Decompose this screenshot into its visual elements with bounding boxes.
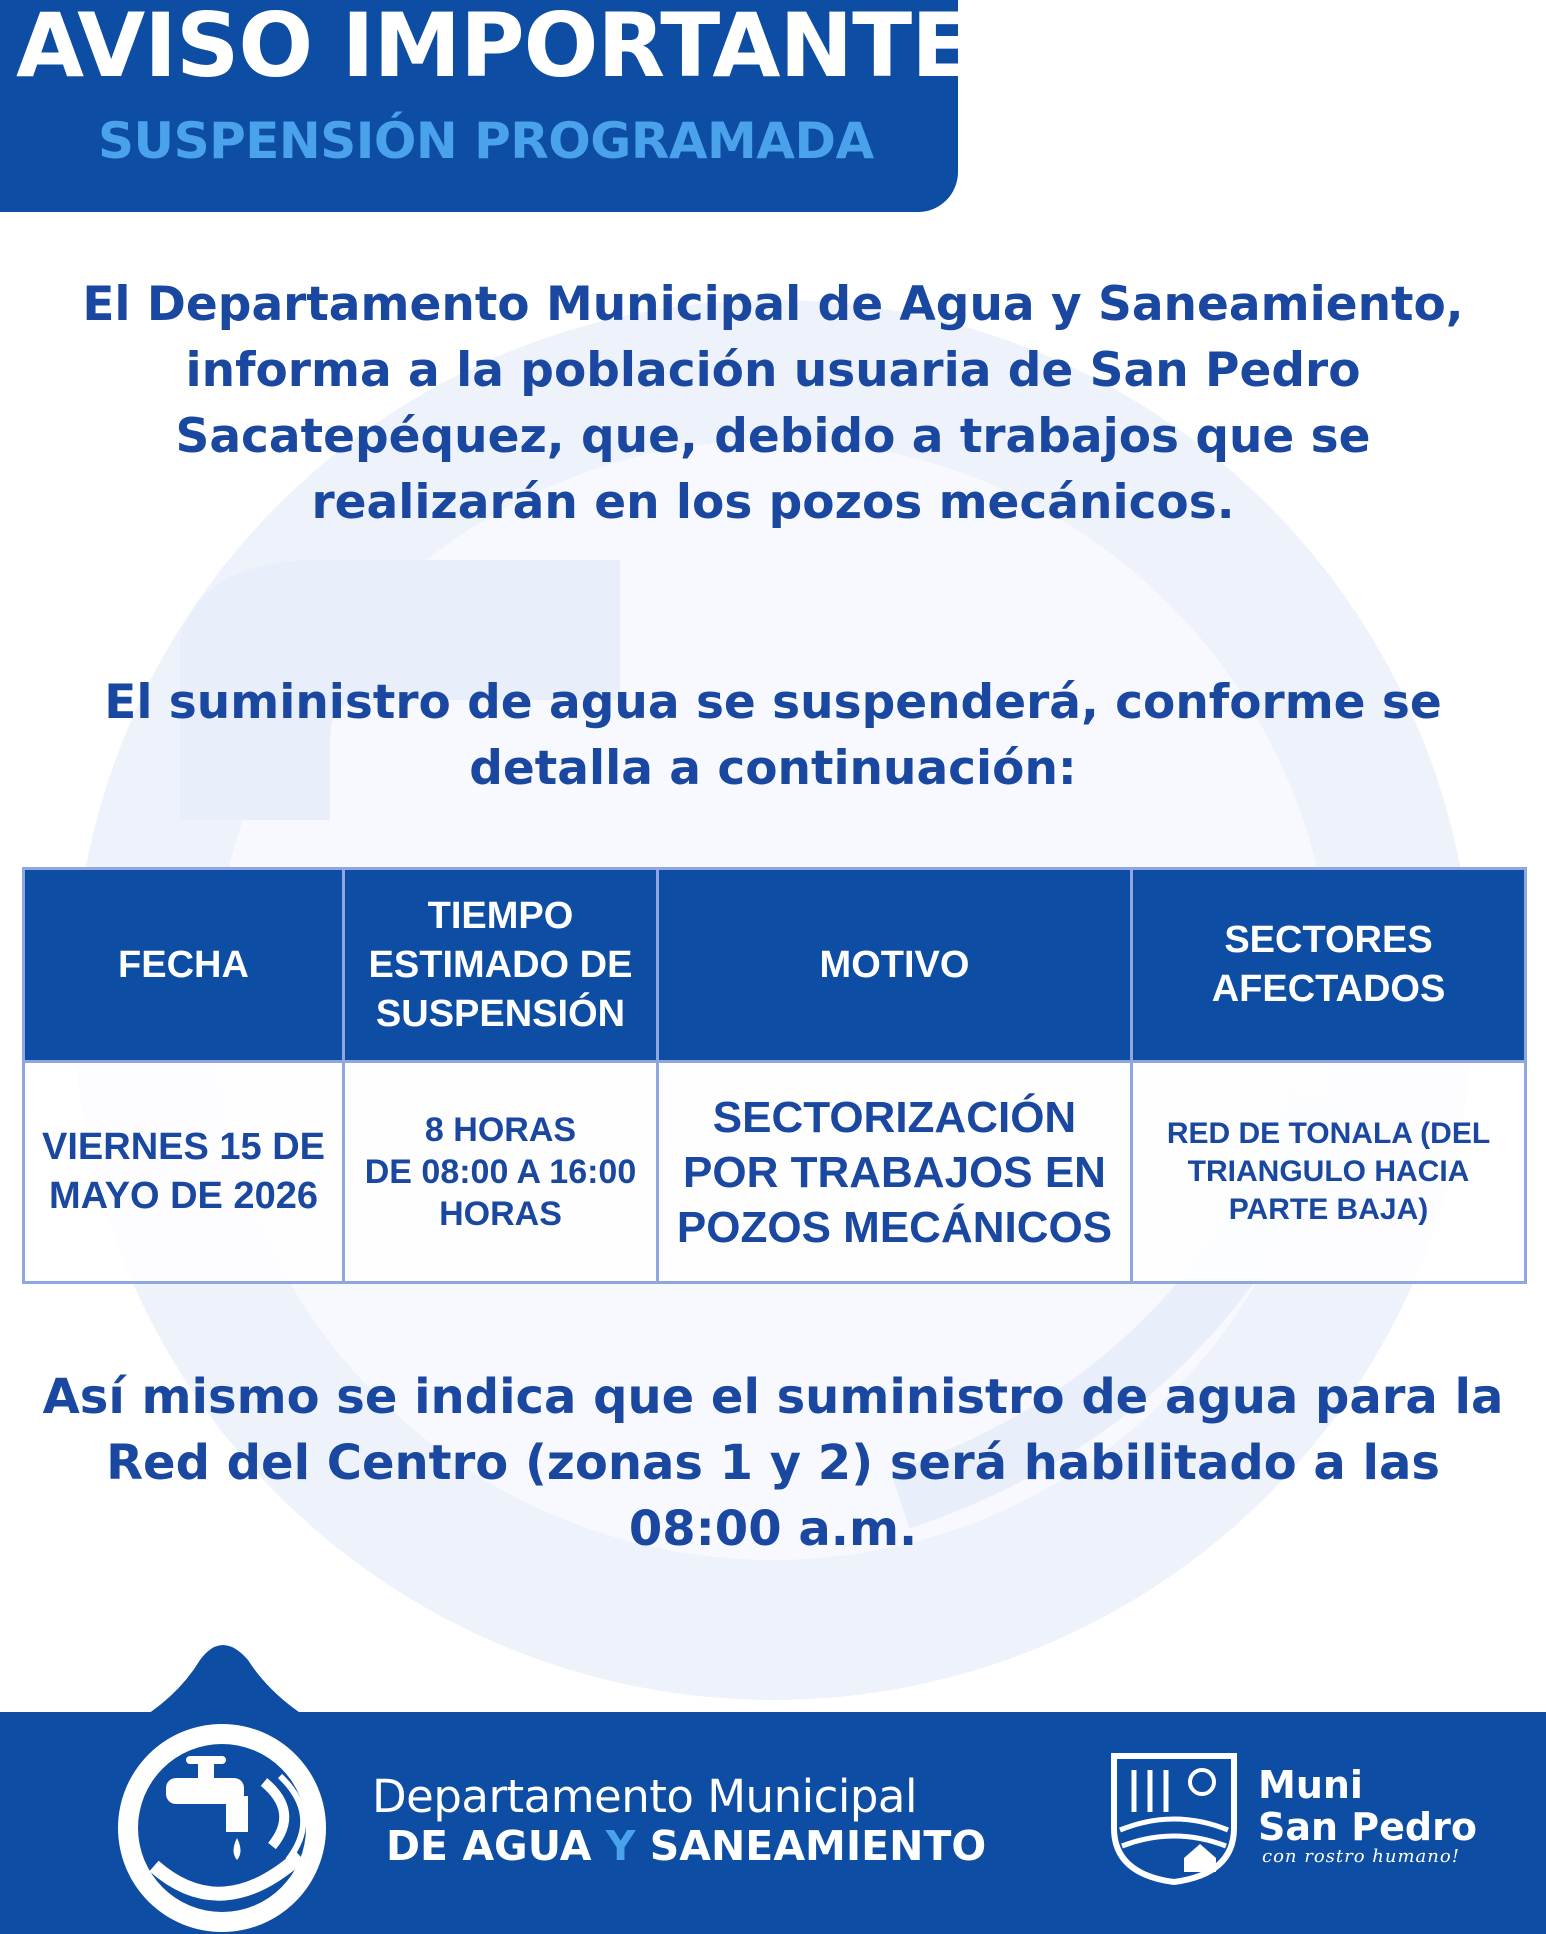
muni-name-line2: San Pedro xyxy=(1258,1805,1477,1849)
column-header-reason: MOTIVO xyxy=(658,869,1132,1062)
table-header-row xyxy=(24,869,1526,1062)
table-row xyxy=(24,1062,1526,1283)
intro-paragraph: El Departamento Municipal de Agua y Saneamiento, informa a la población usuaria de San Pedro Sacatepéquez, que, debido a trabajos que se realizarán en los pozos mecánicos. xyxy=(82,277,1464,530)
dept-name-agua: DE AGUA xyxy=(386,1822,592,1870)
dept-name-y: Y xyxy=(605,1822,636,1870)
column-header-duration: TIEMPO ESTIMADO DE SUSPENSIÓN xyxy=(344,869,658,1062)
cell-date: VIERNES 15 DE MAYO DE 2026 xyxy=(24,1062,344,1283)
header-banner xyxy=(0,0,971,212)
column-header-date: FECHA xyxy=(24,869,344,1062)
department-name-line2 xyxy=(386,1822,986,1870)
muni-tagline: con rostro humano! xyxy=(1262,1846,1460,1867)
closing-paragraph: Así mismo se indica que el suministro de agua para la Red del Centro (zonas 1 y 2) será habilitado a las 08:00 a.m. xyxy=(42,1369,1504,1557)
suspension-schedule-table xyxy=(22,867,1527,1284)
duration-hours: 8 HORAS xyxy=(424,1111,577,1149)
page-title: AVISO IMPORTANTE xyxy=(16,0,971,97)
muni-name xyxy=(1258,1764,1477,1848)
supply-notice-paragraph: El suministro de agua se suspenderá, conforme se detalla a continuación: xyxy=(104,675,1442,796)
page-subtitle: SUSPENSIÓN PROGRAMADA xyxy=(98,112,874,170)
column-header-sectors: SECTORES AFECTADOS xyxy=(1132,869,1526,1062)
muni-name-line1: Muni xyxy=(1258,1763,1363,1807)
dept-name-saneamiento: SANEAMIENTO xyxy=(649,1822,987,1870)
water-faucet-logo-icon xyxy=(104,1716,340,1932)
cell-duration xyxy=(344,1062,658,1283)
duration-range: DE 08:00 A 16:00 HORAS xyxy=(364,1153,637,1233)
cell-reason: SECTORIZACIÓN POR TRABAJOS EN POZOS MECÁNICOS xyxy=(658,1062,1132,1283)
cell-sectors: RED DE TONALA (DEL TRIANGULO HACIA PARTE BAJA) xyxy=(1132,1062,1526,1283)
department-name-line1: Departamento Municipal xyxy=(372,1770,917,1823)
muni-san-pedro-crest-icon xyxy=(1104,1748,1244,1888)
